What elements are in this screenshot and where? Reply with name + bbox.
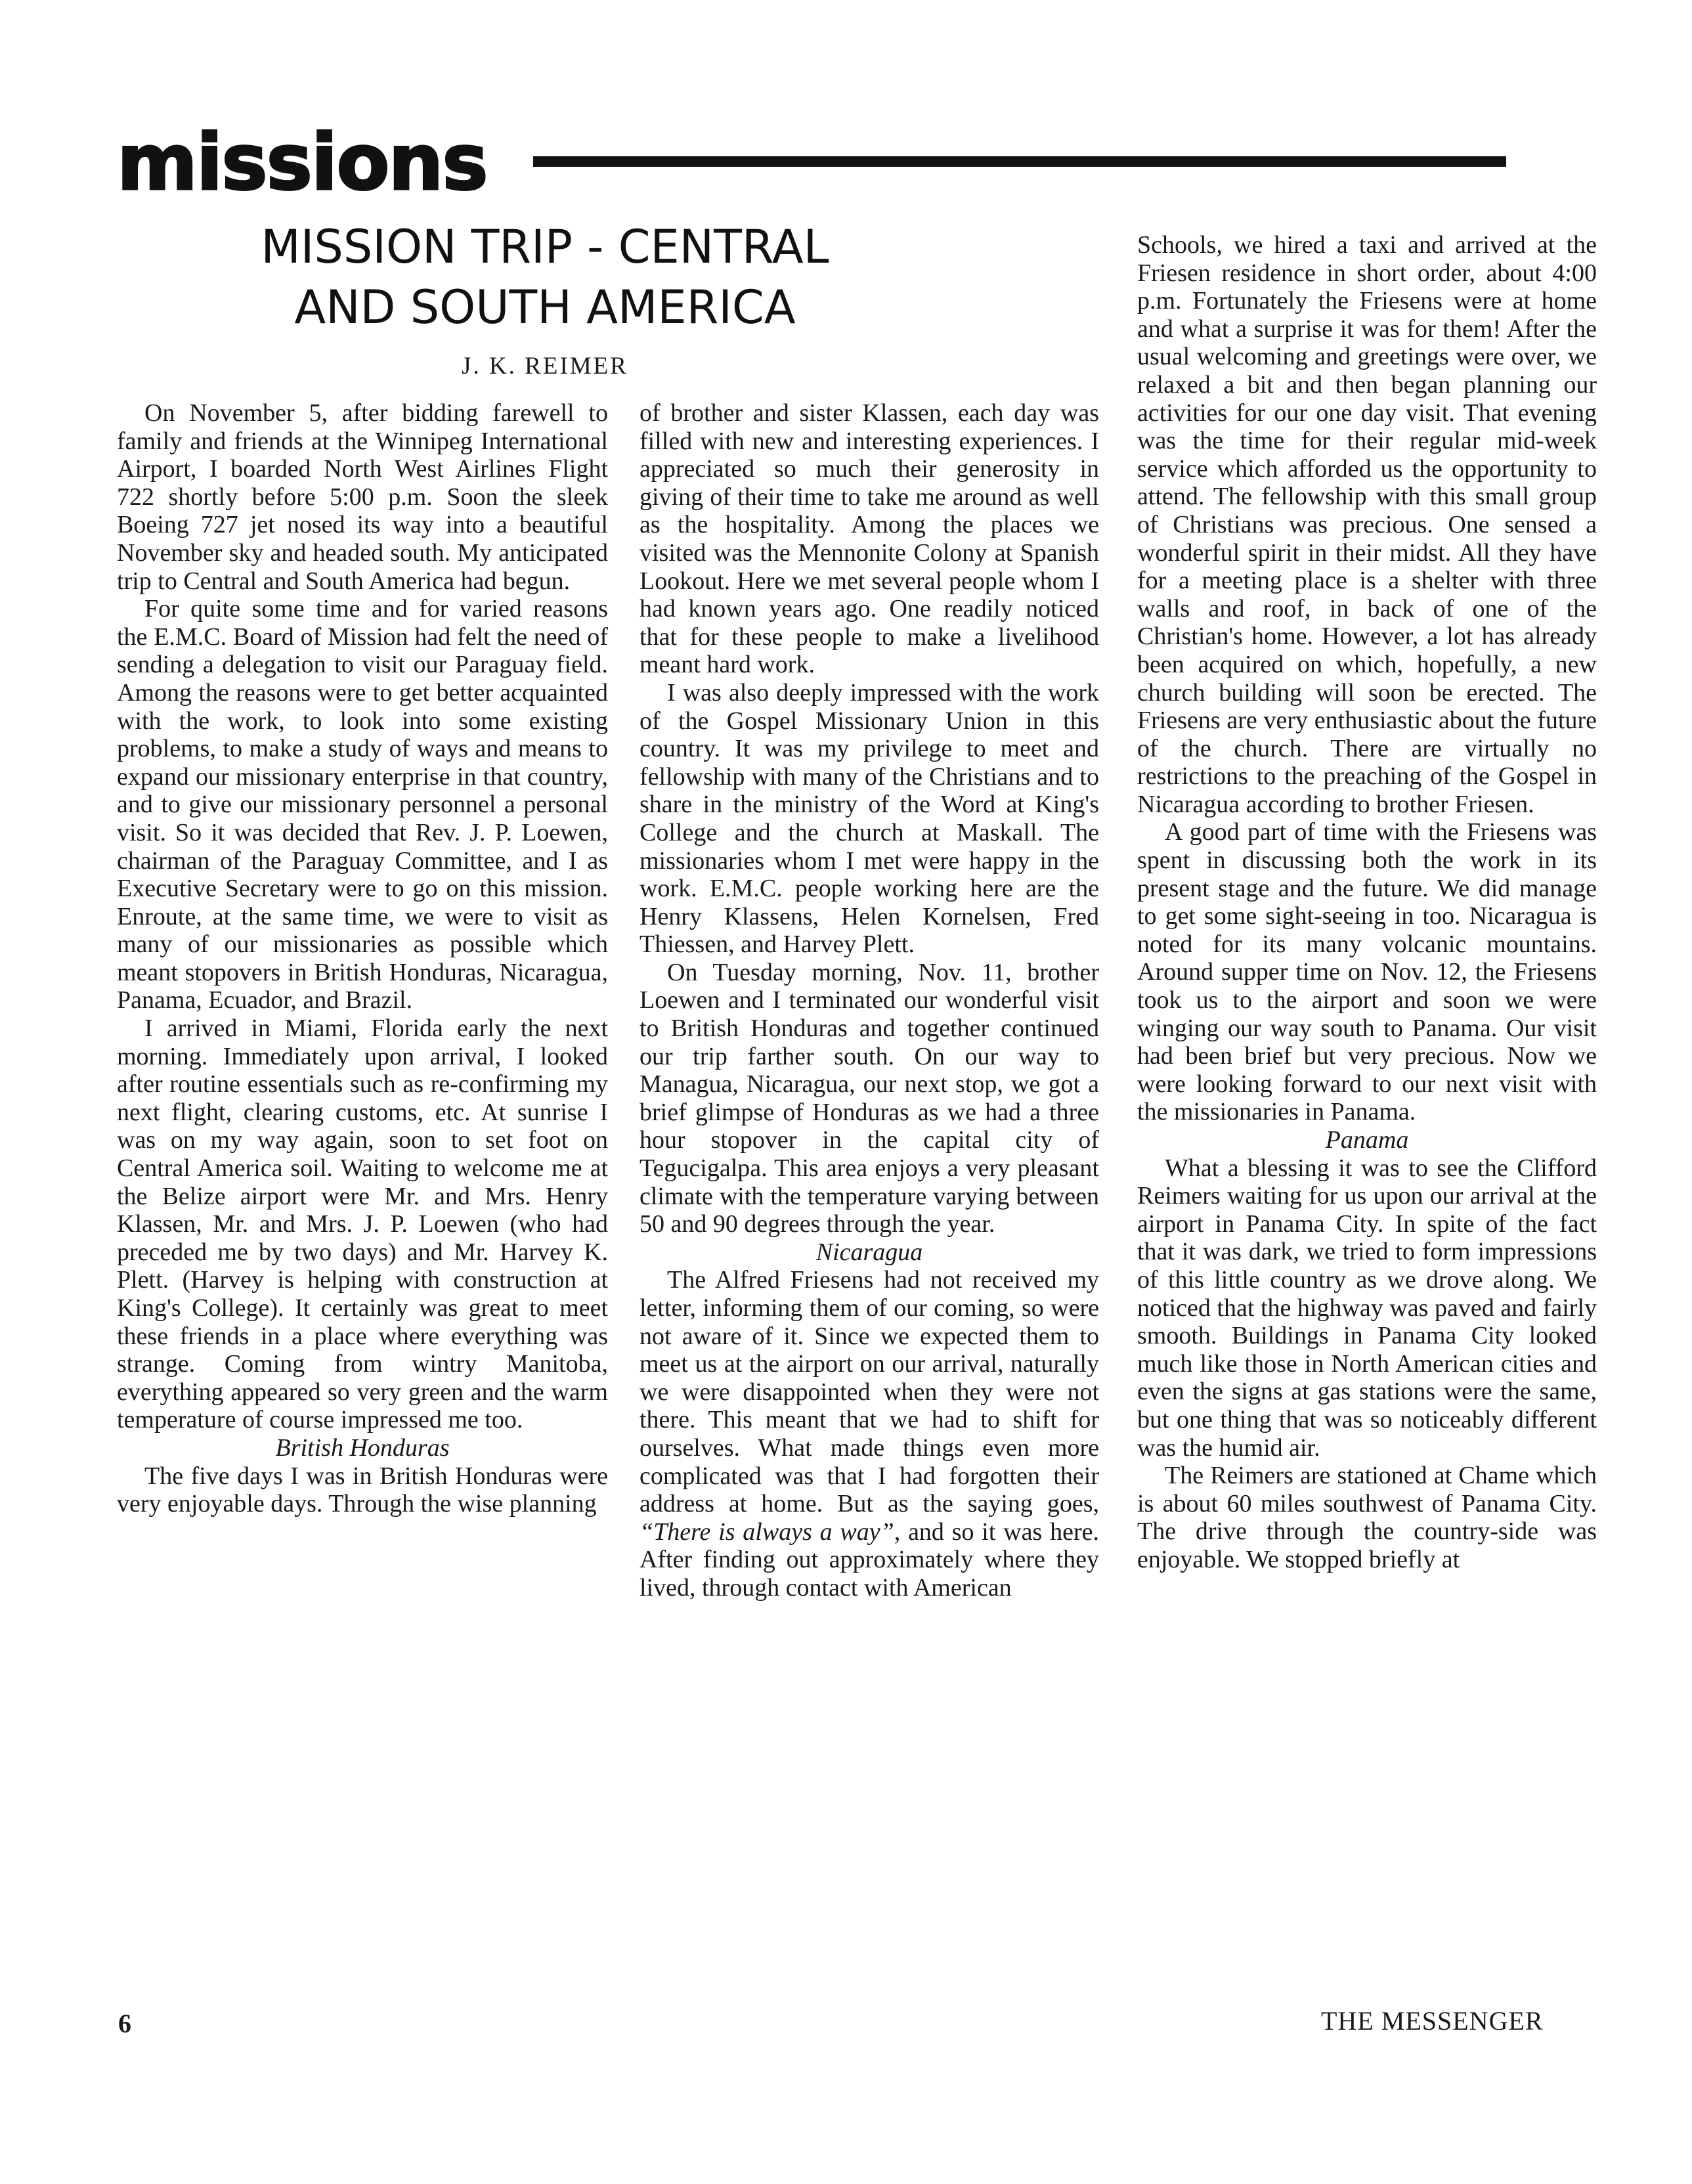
column-3 (1137, 231, 1597, 1574)
paragraph-text: , and so it was here. After finding out approximately where they lived, through contact with American (640, 1518, 1099, 1602)
quoted-saying: “There is always a way” (640, 1518, 894, 1546)
publication-name: THE MESSENGER (1321, 2006, 1544, 2036)
masthead-rule (533, 156, 1506, 167)
paragraph: What a blessing it was to see the Clifford Reimers waiting for us upon our arrival at the airport in Panama City. In spite of the fact that it was dark, we tried to form impressions of this little country as we drove along. We noticed that the highway was paved and fairly smooth. Buildings in Panama City looked much like those in North American cities and even the signs at gas stations were the same, but one thing that was so noticeably different was the humid air. (1137, 1154, 1597, 1462)
paragraph: The Reimers are stationed at Chame which is about 60 miles southwest of Panama City. The drive through the country-side was enjoyable. We stopped briefly at (1137, 1462, 1597, 1573)
paragraph: For quite some time and for varied reasons the E.M.C. Board of Mission had felt the need of sending a delegation to visit our Paraguay field. Among the reasons were to get better acquainted with the work, to look into some existing problems, to make a study of ways and means to expand our missionary enterprise in that country, and to give our missionary personnel a personal visit. So it was decided that Rev. J. P. Loewen, chairman of the Paraguay Committee, and I as Executive Secretary were to go on this mission. Enroute, at the same time, we were to visit as many of our missionaries as possible which meant stopovers in British Honduras, Nicaragua, Panama, Ecuador, and Brazil. (117, 595, 608, 1015)
column-1 (117, 399, 608, 1518)
paragraph: I was also deeply impressed with the work of the Gospel Missionary Union in this country. It was my privilege to meet and fellowship with many of the Christians and to share in the ministry of the Word at King's College and the church at Maskall. The missionaries whom I met were happy in the work. E.M.C. people working here are the Henry Klassens, Helen Kornelsen, Fred Thiessen, and Harvey Plett. (640, 678, 1099, 959)
paragraph: On Tuesday morning, Nov. 11, brother Loewen and I terminated our wonderful visit to British Honduras and together continued our trip farther south. On our way to Managua, Nicaragua, our next stop, we got a brief glimpse of Honduras as we had a three hour stopover in the capital city of Tegucigalpa. This area enjoys a very pleasant climate with the temperature varying between 50 and 90 degrees through the year. (640, 958, 1099, 1238)
column-2 (640, 399, 1099, 1602)
article-title-line-2: AND SOUTH AMERICA (294, 280, 796, 334)
paragraph (640, 1266, 1099, 1602)
paragraph-continued: of brother and sister Klassen, each day was filled with new and interesting experiences. I appreciated so much their generosity in giving of their time to take me around as well as the hospitality. Among the places we visited was the Mennonite Colony at Spanish Lookout. Here we met several people whom I had known years ago. One readily noticed that for these people to make a livelihood meant hard work. (640, 399, 1099, 679)
paragraph: On November 5, after bidding farewell to family and friends at the Winnipeg International Airport, I boarded North West Airlines Flight 722 shortly before 5:00 p.m. Soon the sleek Boeing 727 jet nosed its way into a beautiful November sky and headed south. My anticipated trip to Central and South America had begun. (117, 399, 608, 595)
subheading-nicaragua: Nicaragua (815, 1238, 923, 1266)
section-masthead: missions (117, 117, 487, 207)
article-title (236, 217, 854, 338)
subheading-panama: Panama (1325, 1126, 1409, 1154)
paragraph-continued: Schools, we hired a taxi and arrived at the Friesen residence in short order, about 4:00 p.m. Fortunately the Friesens were at home and what a surprise it was for them! After the usual welcoming and greetings were over, we relaxed a bit and then began planning our activities for our one day visit. That evening was the time for their regular mid-week service which afforded us the opportunity to attend. The fellowship with this small group of Christians was precious. One sensed a wonderful spirit in their midst. All they have for a meeting place is a shelter with three walls and roof, in back of one of the Christian's home. However, a lot has already been acquired on which, hopefully, a new church building will soon be erected. The Friesens are very enthusiastic about the future of the church. There are virtually no restrictions to the preaching of the Gospel in Nicaragua according to brother Friesen. (1137, 231, 1597, 818)
subheading-british-honduras: British Honduras (275, 1433, 450, 1462)
paragraph-text: The Alfred Friesens had not received my letter, informing them of our coming, so were not aware of it. Since we expected them to meet us at the airport on our arrival, naturally we were disappointed when they were not there. This meant that we had to shift for ourselves. What made things even more complicated was that I had forgotten their address at home. But as the saying goes, (640, 1266, 1099, 1518)
article-title-line-1: MISSION TRIP - CENTRAL (261, 220, 829, 274)
paragraph: I arrived in Miami, Florida early the next morning. Immediately upon arrival, I looked after routine essentials such as re-confirming my next flight, clearing customs, etc. At sunrise I was on my way again, soon to set foot on Central America soil. Waiting to welcome me at the Belize airport were Mr. and Mrs. Henry Klassen, Mr. and Mrs. J. P. Loewen (who had preceded me by two days) and Mr. Harvey K. Plett. (Harvey is helping with construction at King's College). It certainly was great to meet these friends in a place where everything was strange. Coming from wintry Manitoba, everything appeared so very green and the warm temperature of course impressed me too. (117, 1015, 608, 1434)
paragraph: A good part of time with the Friesens was spent in discussing both the work in its present stage and the future. We did manage to get some sight-seeing in too. Nicaragua is noted for its many volcanic mountains. Around supper time on Nov. 12, the Friesens took us to the airport and soon we were winging our way south to Panama. Our visit had been brief but very precious. Now we were looking forward to our next visit with the missionaries in Panama. (1137, 818, 1597, 1126)
byline: J. K. REIMER (462, 353, 628, 380)
page-number: 6 (118, 2009, 131, 2038)
paragraph: The five days I was in British Honduras were very enjoyable days. Through the wise planning (117, 1462, 608, 1518)
